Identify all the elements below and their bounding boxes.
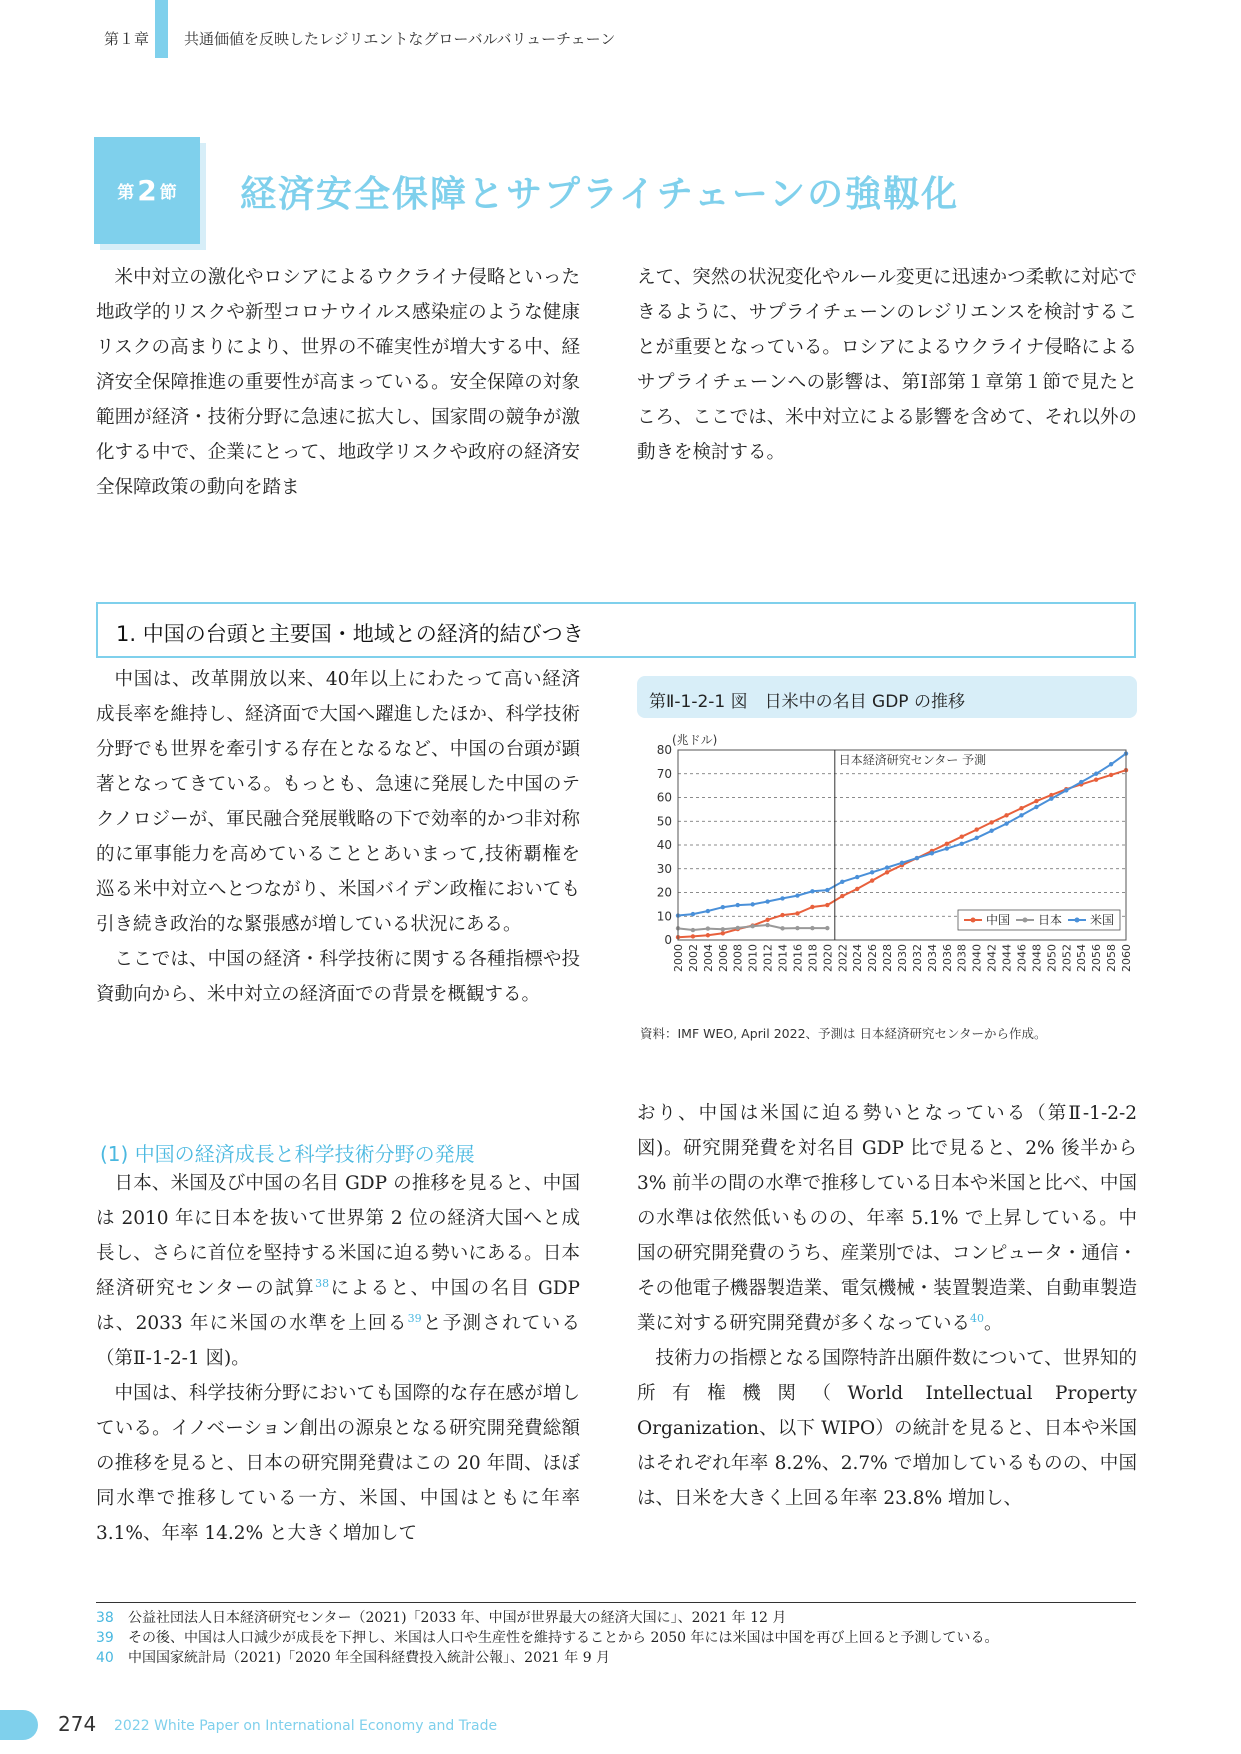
x-tick-label: 2048 <box>1030 944 1044 972</box>
data-point <box>855 887 859 891</box>
legend-marker <box>1075 918 1080 923</box>
footnote-ref-38[interactable]: 38 <box>315 1276 330 1290</box>
x-tick-label: 2044 <box>1000 944 1014 972</box>
y-tick-label: 40 <box>656 838 672 852</box>
chapter-title: 共通価値を反映したレジリエントなグローバルバリューチェーン <box>184 30 616 48</box>
footnote-item <box>96 1628 1136 1648</box>
y-tick-label: 30 <box>656 861 672 876</box>
forecast-label: 日本経済研究センター 予測 <box>838 753 987 767</box>
running-header <box>0 0 1241 70</box>
footnote-ref-40[interactable]: 40 <box>970 1311 985 1325</box>
data-point <box>1004 821 1008 825</box>
page-footer <box>0 1710 1241 1754</box>
legend-label: 中国 <box>986 913 1011 927</box>
footnote-number: 40 <box>96 1650 114 1666</box>
x-tick-label: 2036 <box>940 944 954 972</box>
x-tick-label: 2012 <box>761 944 775 972</box>
x-tick-label: 2034 <box>925 944 939 972</box>
data-point <box>840 894 844 898</box>
gdp-line-chart <box>640 728 1140 1028</box>
data-point <box>1109 762 1113 766</box>
footnote-text: 中国国家統計局（2021)「2020 年全国科経費投入統計公報」、2021 年 9 月 <box>128 1650 611 1666</box>
data-point <box>885 870 889 874</box>
data-point <box>840 880 844 884</box>
data-point <box>721 927 725 931</box>
data-point <box>780 913 784 917</box>
x-tick-label: 2028 <box>881 944 895 972</box>
body-left-column-2 <box>96 1166 580 1551</box>
data-point <box>736 903 740 907</box>
intro-left-column <box>96 260 580 505</box>
data-point <box>1019 806 1023 810</box>
data-point <box>825 888 829 892</box>
x-tick-label: 2026 <box>866 944 880 972</box>
section-title: 経済安全保障とサプライチェーンの強靱化 <box>240 173 960 215</box>
x-tick-label: 2008 <box>731 944 745 972</box>
x-tick-label: 2054 <box>1075 944 1089 972</box>
data-point <box>960 834 964 838</box>
x-tick-label: 2016 <box>791 944 805 972</box>
data-point <box>721 905 725 909</box>
footnote-ref-39[interactable]: 39 <box>407 1311 422 1325</box>
intro-right-column <box>637 260 1137 470</box>
legend-label: 日本 <box>1038 913 1063 927</box>
subheading-1: (1) 中国の経済成長と科学技術分野の発展 <box>100 1142 475 1166</box>
data-point <box>750 924 754 928</box>
body-right-column-2 <box>637 1096 1137 1516</box>
header-accent-bar <box>155 0 168 58</box>
y-tick-label: 60 <box>656 790 672 805</box>
figure-caption-bar <box>637 676 1137 718</box>
body-text: 。 <box>984 1313 1003 1334</box>
data-point <box>765 923 769 927</box>
data-point <box>1049 796 1053 800</box>
y-tick-label: 70 <box>656 766 672 781</box>
data-point <box>1004 813 1008 817</box>
footnotes <box>96 1608 1136 1668</box>
chapter-label: 第１章 <box>104 30 150 48</box>
body-paragraph: ここでは、中国の経済・科学技術に関する各種指標や投資動向から、米中対立の経済面での背景を概観する。 <box>96 949 580 1005</box>
x-tick-label: 2058 <box>1105 944 1119 972</box>
footer-accent-tab <box>0 1710 38 1740</box>
y-tick-label: 10 <box>656 909 672 924</box>
heading-1: 1. 中国の台頭と主要国・地域との経済的結びつき <box>116 622 584 646</box>
body-paragraph <box>637 1096 1137 1341</box>
data-point <box>691 934 695 938</box>
data-point <box>1094 772 1098 776</box>
data-point <box>765 899 769 903</box>
legend-marker <box>1023 918 1028 923</box>
footnote-item <box>96 1608 1136 1628</box>
x-tick-label: 2024 <box>851 944 865 972</box>
footnote-number: 38 <box>96 1610 114 1626</box>
x-tick-label: 2006 <box>716 944 730 972</box>
section-badge-suffix: 節 <box>159 183 177 203</box>
data-point <box>855 875 859 879</box>
footnote-number: 39 <box>96 1630 114 1646</box>
x-tick-label: 2060 <box>1120 944 1133 972</box>
data-point <box>825 926 829 930</box>
intro-right-paragraph: えて、突然の状況変化やルール変更に迅速かつ柔軟に対応できるように、サプライチェーンのレジリエンスを検討することが重要となっている。ロシアによるウクライナ侵略によるサプライチェーンへの影響は、第Ⅰ部第１章第１節で見たところ、ここでは、米中対立による影響を含めて、それ以外の動きを検討する。 <box>637 267 1137 463</box>
data-point <box>930 851 934 855</box>
footnote-text: 公益社団法人日本経済研究センター（2021)「2033 年、中国が世界最大の経済大国に」、2021 年 12 月 <box>128 1610 787 1626</box>
x-tick-label: 2000 <box>672 944 685 972</box>
data-point <box>885 865 889 869</box>
data-point <box>721 931 725 935</box>
heading-box <box>96 602 1136 658</box>
data-point <box>960 842 964 846</box>
x-tick-label: 2046 <box>1015 944 1029 972</box>
figure-source: 資料：IMF WEO, April 2022、予測は 日本経済研究センターから作成。 <box>640 1026 1047 1041</box>
data-point <box>795 926 799 930</box>
body-text: おり、中国は米国に迫る勢いとなっている（第Ⅱ-1-2-2 図)。研究開発費を対名目 GDP 比で見ると、2% 後半から 3% 前半の間の水準で推移している日本や米国と比べ、中国の水準は依然低いものの、年率 5.1% で上昇している。中国の研究開発費のうち、産業別では、コンピュータ・通信・その他電子機器製造業、電気機械・装置製造業、自動車製造業に対する研究開発費が多くなっている <box>637 1103 1137 1334</box>
y-tick-label: 0 <box>664 933 672 947</box>
y-tick-label: 50 <box>656 814 672 829</box>
footnote-divider <box>96 1602 1136 1603</box>
body-text: によると、中国の名目 GDP は、2033 年に米国の水準を上回る <box>96 1278 580 1334</box>
data-point <box>810 905 814 909</box>
body-paragraph: 中国は、科学技術分野においても国際的な存在感が増している。イノベーション創出の源泉となる研究開発費総額の推移を見ると、日本の研究開発費はこの 20 年間、ほぼ同水準で推移している一方、米国、中国はともに年率 3.1%、年率 14.2% と大きく増加して <box>96 1383 580 1544</box>
data-point <box>750 902 754 906</box>
data-point <box>780 926 784 930</box>
section-badge-number: 2 <box>137 174 157 207</box>
data-point <box>795 893 799 897</box>
data-point <box>706 933 710 937</box>
legend-label: 米国 <box>1090 913 1115 927</box>
legend-marker <box>971 918 976 923</box>
data-point <box>1019 813 1023 817</box>
x-tick-label: 2030 <box>896 944 909 972</box>
x-tick-label: 2038 <box>955 944 969 972</box>
footnote-text: その後、中国は人口減少が成長を下押し、米国は人口や生産性を維持することから 2050 年には米国は中国を再び上回ると予測している。 <box>128 1630 999 1646</box>
data-point <box>706 909 710 913</box>
x-tick-label: 2004 <box>701 944 715 972</box>
body-text: 日本、米国及び中国の名目 GDP の推移を見ると、中国は 2010 年に日本を抜いて世界第 2 位の経済大国へと成長し、さらに首位を堅持する米国に迫る勢いにある。日本経済研究センターの試算 <box>96 1173 580 1299</box>
section-badge <box>94 137 200 244</box>
x-tick-label: 2050 <box>1045 944 1059 972</box>
body-paragraph: 中国は、改革開放以来、40年以上にわたって高い経済成長率を維持し、経済面で大国へ躍進したほか、科学技術分野でも世界を牽引する存在となるなど、中国の台頭が顕著となってきている。もっとも、急速に発展した中国のテクノロジーが、軍民融合発展戦略の下で効率的かつ非対称的に軍事能力を高めていることとあいまって,技術覇権を巡る米中対立へとつながり、米国バイデン政権においても引き続き政治的な緊張感が増している状況にある。 <box>96 669 580 935</box>
x-tick-label: 2052 <box>1060 944 1074 972</box>
body-paragraph <box>96 1166 580 1376</box>
data-point <box>1034 799 1038 803</box>
data-point <box>1094 777 1098 781</box>
x-tick-label: 2056 <box>1090 944 1104 972</box>
intro-left-paragraph: 米中対立の激化やロシアによるウクライナ侵略といった地政学的リスクや新型コロナウイルス感染症のような健康リスクの高まりにより、世界の不確実性が増大する中、経済安全保障推進の重要性が高まっている。安全保障の対象範囲が経済・技術分野に急速に拡大し、国家間の競争が激化する中で、企業にとって、地政学リスクや政府の経済安全保障政策の動向を踏ま <box>96 267 580 498</box>
x-tick-label: 2018 <box>806 944 820 972</box>
data-point <box>810 889 814 893</box>
data-point <box>691 928 695 932</box>
data-point <box>780 896 784 900</box>
series-line <box>678 754 1126 916</box>
x-tick-label: 2020 <box>821 944 835 972</box>
x-tick-label: 2010 <box>746 944 760 972</box>
data-point <box>765 918 769 922</box>
data-point <box>1079 780 1083 784</box>
footnote-item <box>96 1648 1136 1668</box>
data-point <box>1064 788 1068 792</box>
data-point <box>810 926 814 930</box>
y-tick-label: 80 <box>656 743 672 757</box>
book-title: 2022 White Paper on International Economy and Trade <box>114 1718 498 1734</box>
data-point <box>1109 773 1113 777</box>
data-point <box>974 836 978 840</box>
data-point <box>945 846 949 850</box>
section-badge-prefix: 第 <box>117 183 135 203</box>
body-paragraph: 技術力の指標となる国際特許出願件数について、世界知的所有権機関（World Intellectual Property Organization、以下 WIPO）の統計を見ると、日本や米国はそれぞれ年率 8.2%、2.7% で増加しているものの、中国は、日米を大きく上回る年率 23.8% 増加し、 <box>637 1348 1137 1509</box>
y-tick-label: 20 <box>656 885 672 900</box>
data-point <box>691 912 695 916</box>
data-point <box>989 820 993 824</box>
data-point <box>900 861 904 865</box>
y-axis-unit-label: (兆ドル) <box>672 733 718 747</box>
x-tick-label: 2022 <box>836 944 850 972</box>
body-left-column-1 <box>96 662 580 1012</box>
figure-caption: 第Ⅱ-1-2-1 図 日米中の名目 GDP の推移 <box>649 692 965 712</box>
x-tick-label: 2014 <box>776 944 790 972</box>
data-point <box>915 856 919 860</box>
data-point <box>736 926 740 930</box>
data-point <box>706 926 710 930</box>
x-tick-label: 2032 <box>910 944 924 972</box>
data-point <box>870 878 874 882</box>
x-tick-label: 2002 <box>686 944 700 972</box>
data-point <box>945 842 949 846</box>
data-point <box>989 829 993 833</box>
data-point <box>974 827 978 831</box>
page-number: 274 <box>58 1712 97 1736</box>
x-tick-label: 2040 <box>970 944 984 972</box>
data-point <box>795 911 799 915</box>
data-point <box>1034 805 1038 809</box>
x-tick-label: 2042 <box>985 944 999 972</box>
data-point <box>825 903 829 907</box>
data-point <box>870 870 874 874</box>
body-text: と予測されている（第Ⅱ-1-2-1 図)。 <box>96 1313 580 1369</box>
